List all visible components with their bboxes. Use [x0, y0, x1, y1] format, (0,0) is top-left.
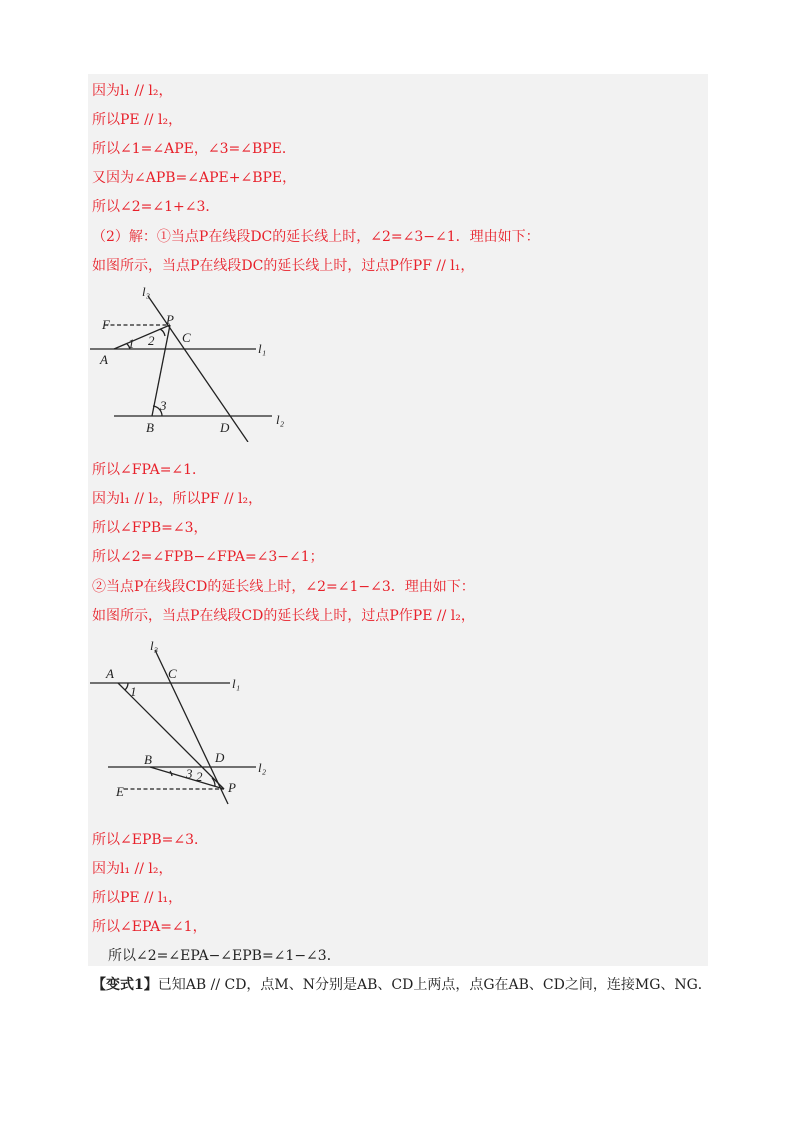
solution-line: ②当点P在线段CD的延长线上时，∠2=∠1−∠3．理由如下： [92, 579, 475, 595]
label-angle-1: 1 [128, 336, 135, 351]
label-l2: l₂ [276, 412, 285, 427]
solution-line: 因为l₁ // l₂， [92, 83, 173, 99]
label-D: D [215, 750, 225, 765]
solution-line: 因为l₁ // l₂，所以PF // l₂， [92, 491, 263, 507]
geometry-figure-1 [90, 282, 300, 442]
solution-line: 所以∠2=∠FPB−∠FPA=∠3−∠1； [92, 549, 324, 565]
variant-problem [92, 970, 712, 1000]
label-angle-1: 1 [130, 684, 137, 699]
label-l1: l₁ [232, 676, 241, 691]
label-C: C [182, 330, 191, 345]
label-angle-2: 2 [196, 769, 203, 784]
label-A: A [100, 352, 108, 367]
label-l3: l₃ [142, 284, 151, 299]
solution-line: （2）解：①当点P在线段DC的延长线上时，∠2=∠3−∠1．理由如下： [92, 229, 540, 245]
label-E: E [116, 784, 124, 799]
solution-line: 因为l₁ // l₂， [92, 861, 173, 877]
label-l3: l₃ [150, 638, 159, 653]
solution-line: 所以PE // l₂， [92, 112, 183, 128]
solution-line: 如图所示，当点P在线段CD的延长线上时，过点P作PE // l₂， [92, 608, 475, 624]
geometry-figure-2 [90, 636, 290, 812]
solution-line: 又因为∠APB=∠APE+∠BPE， [92, 170, 297, 186]
label-B: B [146, 420, 154, 435]
solution-line: 所以PE // l₁， [92, 890, 183, 906]
label-F: F [102, 317, 110, 332]
solution-line: 所以∠2=∠1+∠3． [92, 199, 220, 215]
solution-line: 所以∠1=∠APE，∠3=∠BPE． [92, 141, 296, 157]
label-P: P [166, 312, 174, 327]
label-l2: l₂ [258, 760, 267, 775]
variant-text: 已知AB // CD，点M、N分别是AB、CD上两点，点G在AB、CD之间，连接MG、NG． [157, 977, 712, 993]
label-A: A [106, 666, 114, 681]
solution-conclusion: 所以∠2=∠EPA−∠EPB=∠1−∠3． [108, 948, 341, 964]
solution-line: 所以∠FPB=∠3， [92, 520, 208, 536]
label-D: D [220, 420, 230, 435]
label-l1: l₁ [258, 341, 267, 356]
label-B: B [144, 752, 152, 767]
label-angle-3: 3 [160, 398, 167, 413]
solution-line: 如图所示，当点P在线段DC的延长线上时，过点P作PF // l₁， [92, 258, 475, 274]
label-P: P [228, 780, 236, 795]
label-angle-2: 2 [148, 333, 155, 348]
label-angle-3: 3 [186, 766, 193, 781]
solution-line: 所以∠FPA=∠1． [92, 462, 207, 478]
label-C: C [168, 666, 177, 681]
variant-tag: 【变式1】 [92, 977, 158, 993]
solution-line: 所以∠EPB=∠3． [92, 832, 209, 848]
solution-line: 所以∠EPA=∠1， [92, 919, 207, 935]
